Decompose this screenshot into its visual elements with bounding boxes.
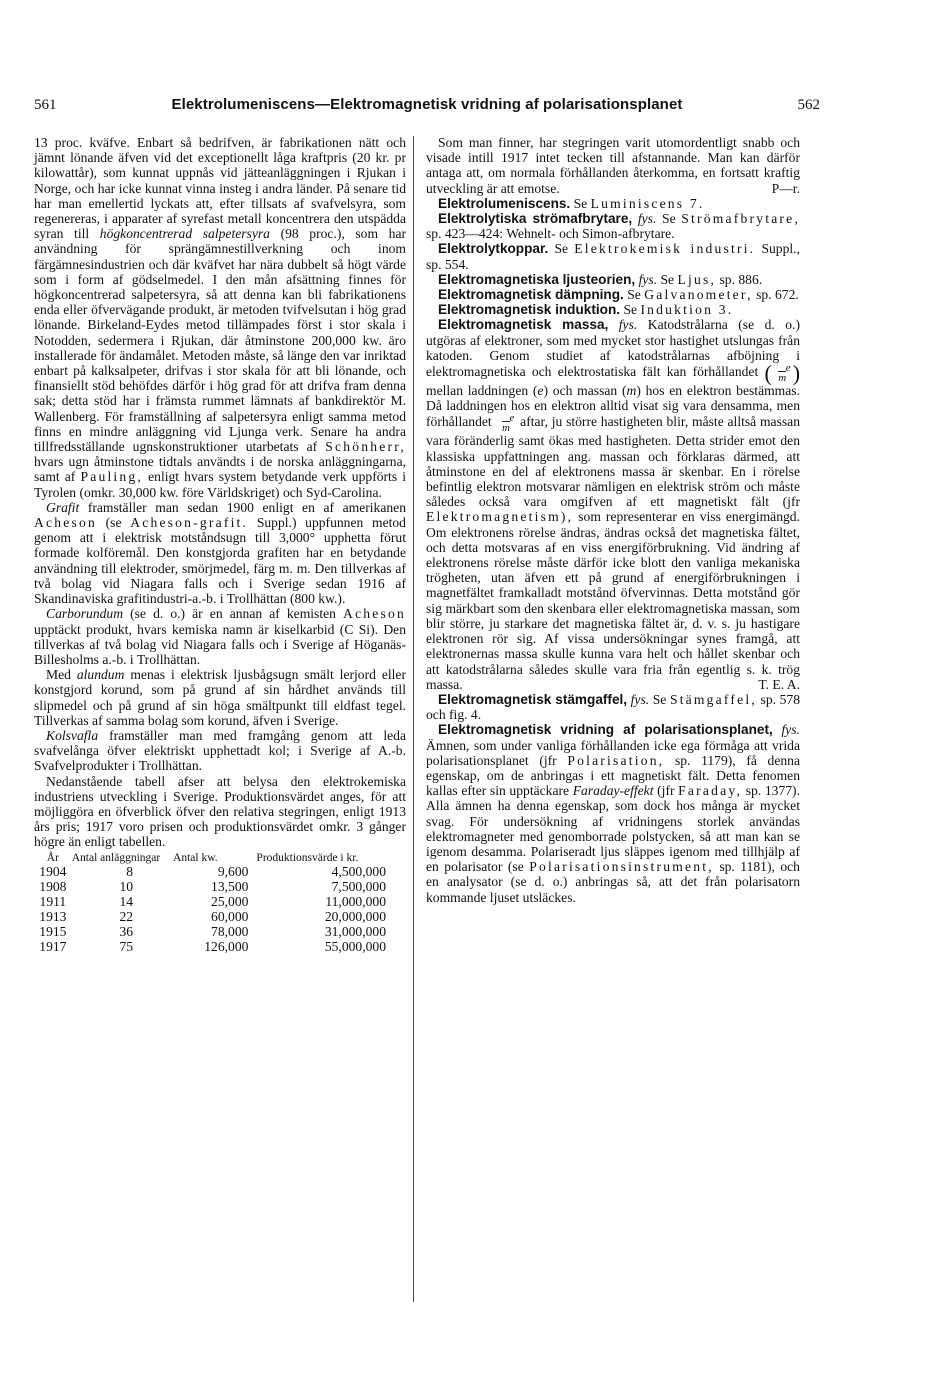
table-cell: 9,600: [217, 863, 249, 879]
table-cell: 14: [119, 893, 134, 909]
cross-reference: Ljus,: [677, 271, 717, 287]
table-cell: 7,500,000: [331, 878, 386, 894]
entry-induktion: Elektromagnetisk induktion. Se Induktion 3.: [438, 302, 734, 318]
production-table: [34, 852, 406, 954]
table-cell: 13,500: [211, 878, 249, 894]
table-row: [34, 864, 406, 879]
entry-elektrolytkoppar: Elektrolytkoppar. Se Elektrokemisk industri. Suppl., sp. 554.: [426, 241, 800, 272]
page-title: Elektrolumeniscens—Elektromagnetisk vridning af polarisationsplanet: [171, 96, 683, 113]
entry-headword: Elektromagnetisk dämpning.: [438, 287, 624, 303]
entry-headword: Elektromagnetiska ljusteorien,: [438, 271, 636, 287]
entry-headword: Elektromagnetisk induktion.: [438, 302, 621, 318]
table-header: Produktionsvärde i kr.: [256, 851, 359, 864]
table-cell: 20,000,000: [324, 908, 386, 924]
page-number-left: 561: [34, 97, 57, 113]
cross-reference: Elektrokemisk industri.: [574, 241, 756, 257]
cross-reference: Strömafbrytare,: [681, 211, 800, 227]
table-cell: 1915: [39, 923, 67, 939]
entry-dampning: Elektromagnetisk dämpning. Se Galvanometer, sp. 672.: [438, 287, 799, 303]
table-cell: 126,000: [204, 938, 249, 954]
entry-headword: Elektrolytkoppar.: [438, 241, 549, 257]
table-cell: 4,500,000: [331, 863, 386, 879]
entry-vridning: Elektromagnetisk vridning af polarisationsplanet, fys. Ämnen, som under vanliga förhållanden icke ega förmåga att vrida polarisationsplanet (jfr Polarisation, sp. 1179), få denna egenskap, om de anbringas i ett magnetiskt fält. Detta fenomen kallas efter sin upptäckare Faraday-effekt (jfr Faraday, sp. 1377). Alla ämnen ha denna egenskap, som dock hos många är mycket svag. För undersökning af vridningens storlek användas elektromagneter med genomborrade polstycken, så att man kan se igenom desamma. Polariseradt ljus släppes igenom med tillhjälp af en polarisator (se Polarisationsinstrument, sp. 1181), och en analysator (se d. o.) anbringas så, att det från polarisatorn kommande ljuset utsläckes.: [426, 722, 800, 905]
table-header: Antal anläggningar: [71, 851, 161, 864]
entry-headword: Elektrolumeniscens.: [438, 195, 571, 211]
paragraph-tabell-intro: Nedanstående tabell afser att belysa den elektrokemiska industriens utveckling i Sverige. Produktionsvärdet anges, för att möjliggöra en öfverblick öfver den relativa stegringen, enligt 1913 års pris; 1917 voro prisen och produktionsvärdet omkr. 3 gånger högre än enligt tabellen.: [34, 773, 406, 850]
table-cell: 10: [119, 878, 134, 894]
paragraph-kolsvafla: Kolsvafla framställer man med framgång genom att leda svafvelånga öfver elektriskt upphettadt kol; i Sverige af A.-b. Svafvelprodukter i Trollhättan.: [34, 727, 406, 774]
entry-headword: Elektromagnetisk massa,: [438, 317, 609, 333]
cross-reference: Induktion 3.: [640, 302, 734, 318]
table-cell: 8: [126, 863, 134, 879]
cross-reference: Luminiscens 7.: [590, 195, 705, 211]
table-row: [34, 939, 406, 954]
table-header: År: [46, 851, 59, 864]
table-cell: 31,000,000: [324, 923, 386, 939]
entry-stromafbrytare: Elektrolytiska strömafbrytare, fys. Se Strömafbrytare, sp. 423—424: Wehnelt- och Simon-afbrytare.: [426, 211, 800, 242]
table-cell: 1904: [39, 863, 67, 879]
table-row: [34, 924, 406, 939]
table-cell: 36: [119, 923, 134, 939]
cross-reference: Galvanometer,: [644, 287, 753, 303]
author-signature: T. E. A.: [758, 676, 800, 692]
cross-reference: Polarisation,: [567, 752, 665, 768]
cross-reference: Elektromagnetism),: [426, 509, 574, 525]
table-cell: 1917: [39, 938, 67, 954]
paragraph-grafit: Grafit framställer man sedan 1900 enligt en af amerikanen Acheson (se Acheson-grafit. Suppl.) uppfunnen metod genom att i elektrisk motståndsugn till 3,000° upphetta förut formade kolföremål. Den konstgjorda grafiten har en betydande användning till elektroder, smörjmedel, färg m. m. Den tillverkas af två bolag vid Niagara falls och i Sverige sedan 1916 af Skandinaviska grafitindustri-a.-b. i Trollhättan (800 kw.).: [34, 499, 406, 607]
table-cell: 1911: [39, 893, 67, 909]
table-cell: 25,000: [211, 893, 249, 909]
table-cell: 11,000,000: [325, 893, 386, 909]
table-cell: 78,000: [211, 923, 249, 939]
paragraph-salpetersyra: 13 proc. kväfve. Enbart så bedrifven, är fabrikationen nätt och jämnt lönande äfven vid det exceptionellt låga kraftpris (20 kr. pr kilowattår), som kunnat uppnås vid jätteanläggningen i Rjukan i Norge, och har icke kunnat vinna insteg i andra länder. På senare tid har man emellertid lyckats att, efter tillsats af svafvelsyra, som regenereras, i apparater af syrefast metall koncentrera den utspädda syran till högkoncentrerad salpetersyra (98 proc.), som har användning för sprängämnestillverkning och inom färgämnesindustrien och där kväfvet har nära dubbelt så högt värde som i form af gödselmedel. I den mån afsättning finnes för högkoncentrerad salpetersyra, så att denna kan bli fabrikationens enda eller öfvervägande produkt, är metoden tvifvelsutan i hög grad lönande. Birkeland-Eydes metod tillämpades först i stor skala i Notodden, sedermera i Rjukan, där åtminstone 200,000 kw. äro installerade för ändamålet. Metoden måste, så länge den var inriktad enbart på kalksalpeter, drifvas i stor skala för att bli lönande, och finansiellt stöd behöfdes därför i hög grad för att drifva fram denna sak; detta stöd har i främsta rummet lämnats af bankdirektör M. Wallenberg. För framställning af salpetersyra enligt samma metod finns en mindre anläggning vid Ljunga verk. Senare ha andra tillfredsställande ugnskonstruktioner utarbetats af Schönherr, hvars ugn åtminstone tidtals användts i de norska anläggningarna, samt af Pauling, enligt hvars system betydande verk uppförts i Tyrolen (omkr. 30,000 kw. före Världskriget) och Syd-Carolina.: [34, 135, 407, 500]
page-number-right: 562: [797, 97, 820, 113]
table-cell: 60,000: [211, 908, 249, 924]
table-cell: 75: [119, 938, 134, 954]
table-cell: 22: [119, 908, 134, 924]
table-cell: 55,000,000: [324, 938, 386, 954]
paragraph-stegring: Som man finner, har stegringen varit utomordentligt snabb och visade intill 1917 intet tecken till afstannande. Man kan därför antaga att, om normala förhållanden återkomma, en fortsatt kraftig utveckling är att emotse. P—r.: [426, 135, 800, 196]
cross-reference: Stämgaffel,: [669, 691, 757, 707]
table-row: [34, 879, 406, 894]
entry-elektrolumeniscens: Elektrolumeniscens. Se Luminiscens 7.: [438, 195, 705, 211]
entry-ljusteorien: Elektromagnetiska ljusteorien, fys. Se Ljus, sp. 886.: [438, 271, 763, 287]
entry-massa: Elektromagnetisk massa, fys. Katodstrålarna (se d. o.) utgöras af elektroner, som med mycket stor hastighet utslungas från katoden. Genom studiet af katodstrålarnas afböjning i elektromagnetiska och elektrostatiska fält kan förhållandet ( e m ) mellan laddningen (e) och massan (m) hos en elektron bestämmas. Då laddningen hos en elektron alltid visat sig vara densamma, men förhållandet e m aftar, ju större hastigheten blir, måste alltså massan vara föränderlig samt ökas med hastigheten. Detta strider emot den klassiska uppfattningen ang. massan och förklaras därmed, att åtminstone en del af elektronens massa är skenbar. En i rörelse befintlig elektron motsvarar nämligen en elektrisk ström och måste således också vara omgifven af ett magnetiskt fält (jfr Elektromagnetism), som representerar en viss energimängd. Om elektronens rörelse ändras, ändras också det magnetiska fältet, och detta motsvaras af en viss energiförbrukning. Vid ändring af elektronens rörelse måste därför icke blott den vanliga mekaniska trögheten, utan äfven ett på grund af energiförbrukningen i magnetfältet framkalladt motstånd öfvervinnas. Detta motstånd gör sig märkbart som den skenbara eller elektromagnetiska massan, som blir större, ju starkare det magnetiska fältet är, d. v. s. ju hastigare elektronen rör sig. Af vissa undersökningar synes framgå, att elektronernas massa skulle kunna vara helt och hållet skenbar och att katodstrålarna således skulle vara fria från egentlig s. k. trög massa. T. E. A.: [426, 317, 801, 692]
paragraph-carborundum: Carborundum (se d. o.) är en annan af kemisten Acheson upptäckt produkt, hvars kemiska namn är kiselkarbid (C Si). Den tillverkas af två bolag vid Niagara falls och i Sverige af Höganäs-Billesholms a.-b. i Trollhättan.: [34, 606, 407, 667]
fraction-e-over-m: e m: [778, 362, 791, 385]
table-row: [34, 894, 406, 909]
table-header-row: [34, 852, 406, 864]
page-header: [34, 96, 820, 118]
left-column: [34, 135, 406, 954]
cross-reference: Faraday,: [678, 783, 743, 799]
column-divider: [413, 136, 414, 1302]
cross-reference: Polarisationsinstrument,: [529, 859, 714, 875]
table-cell: 1908: [39, 878, 67, 894]
table-header: Antal kw.: [173, 851, 218, 864]
right-column: [426, 135, 800, 905]
entry-headword: Elektromagnetisk stämgaffel,: [438, 691, 628, 707]
author-signature: P—r.: [771, 180, 800, 196]
entry-stamgaffel: Elektromagnetisk stämgaffel, fys. Se Stämgaffel, sp. 578 och fig. 4.: [426, 691, 800, 723]
table-row: [34, 909, 406, 924]
fraction-e-over-m: e m: [501, 412, 515, 435]
table-cell: 1913: [39, 908, 67, 924]
entry-headword: Elektrolytiska strömafbrytare,: [438, 211, 633, 227]
entry-headword: Elektromagnetisk vridning af polarisationsplanet,: [438, 722, 773, 738]
paragraph-alundum: Med alundum menas i elektrisk ljusbågsugn smält lerjord eller konstgjord korund, som på grund af sin hårdhet används till slipmedel och på grund af sin höga smältpunkt till eldfast tegel. Tillverkas af samma bolag som korund, äfven i Sverige.: [34, 667, 406, 728]
